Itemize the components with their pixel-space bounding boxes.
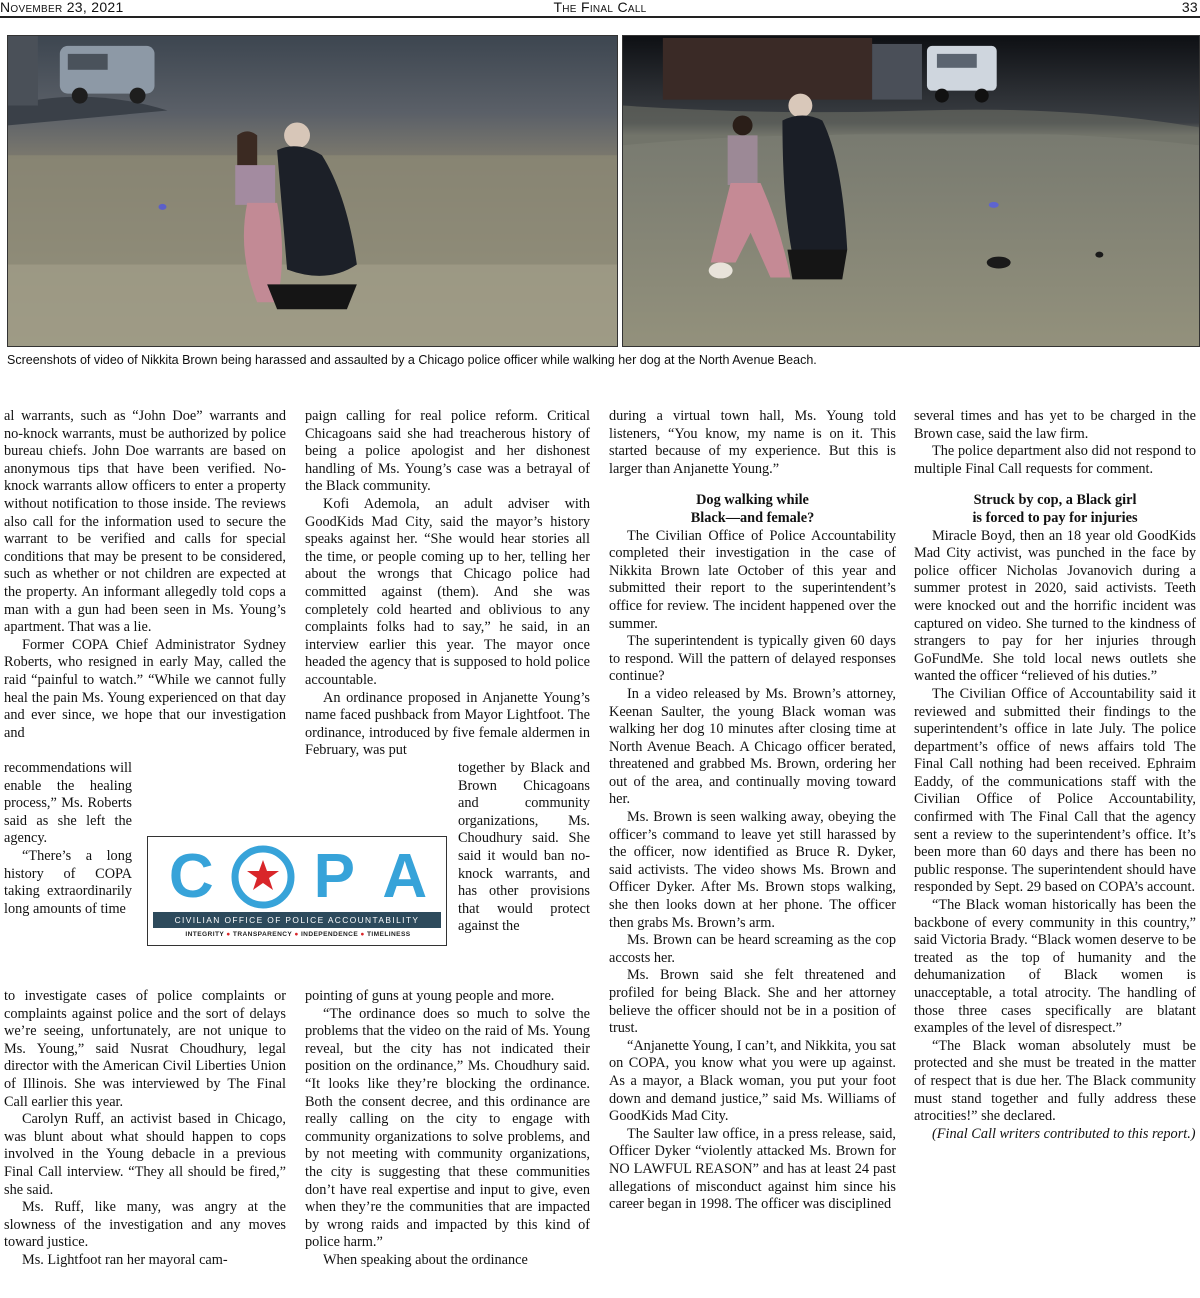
photo-right bbox=[622, 35, 1200, 347]
subhead-line: Black—and female? bbox=[690, 509, 815, 526]
subhead-line: Dog walking while bbox=[696, 492, 809, 509]
paragraph: “The Black woman historically has been the backbone of every community in this country,” said Victoria Brady. “Black women deserve to be treated as the top of humanity and the dehumanization of Black women is unacceptable, a total atrocity. The handling of those three cases specifically are blatant examples of the level of disrespect.” bbox=[914, 897, 1196, 1037]
paragraph: “Anjanette Young, I can’t, and Nikkita, you sat on COPA, you know what you were up against. As a mayor, a Black woman, you put your foot down and demand justice,” said Ms. Williams of GoodKids Mad City. bbox=[609, 1037, 896, 1125]
paragraph: The Saulter law office, in a press release, said, Officer Dyker “violently attacked Ms. Brown for NO LAWFUL REASON” and has at least 24 past allegations of misconduct against him since his career began in 1998. The officer was disciplined bbox=[609, 1125, 896, 1213]
paragraph: In a video released by Ms. Brown’s attorney, Keenan Saulter, the young Black woman was walking her dog 10 minutes after closing time at North Avenue Beach. A Chicago officer berated, threatened and grabbed Ms. Brown, ordering her out of the area, and continually moving toward her. bbox=[609, 685, 896, 808]
paragraph: The Civilian Office of Accountability said it reviewed and submitted their findings to the superintendent’s office in late July. The police department’s office of news affairs told The Final Call nothing had been received. Ephraim Eaddy, of the communications staff with the Civilian Office of Police Accountability, confirmed with The Final Call that the agency sent a review to the superintendent’s office. It’s been more than 60 days and there has been no public response. The superintendent should have responded by Sept. 29 based on COPA’s account. bbox=[914, 685, 1196, 896]
paragraph: The Civilian Office of Police Accountability completed their investigation in the case of Nikkita Brown late October of this year and submitted their report to the superintendent’s office for review. The incident happened over the summer. bbox=[609, 527, 896, 632]
tag-item: TIMELINESS bbox=[367, 931, 411, 938]
contributor-note: (Final Call writers contributed to this report.) bbox=[932, 1125, 1196, 1142]
copa-logo bbox=[147, 836, 447, 946]
masthead bbox=[0, 0, 1200, 18]
column-1-wrap bbox=[4, 760, 132, 918]
paragraph: several times and has yet to be charged in the Brown case, said the law firm. bbox=[914, 408, 1196, 442]
column-2-wrap: together by Black and Brown Chicagoans and community organizations, Ms. Choudhury said. She said it would ban no-knock warrants, and has other provisions that would protect against the bbox=[458, 760, 590, 935]
paragraph: Ms. Brown is seen walking away, obeying the officer’s command to leave yet still harassed by the officer, now identified as Bruce R. Dyker, said activists. The video shows Ms. Brown and Officer Dyker. After Ms. Brown stops walking, she then looks down at her phone. The officer then grabs Ms. Brown’s arm. bbox=[609, 809, 896, 931]
separator-dot-icon: ● bbox=[294, 931, 301, 938]
paragraph: Ms. Brown said she felt threatened and profiled for being Black. She and her attorney believe the officer should not be in a position of trust. bbox=[609, 967, 896, 1037]
logo-letter: C bbox=[168, 842, 214, 911]
paragraph: Carolyn Ruff, an activist based in Chicago, was blunt about what should happen to cops involved in the Young debacle in a previous Final Call interview. “They all should be fired,” she said. bbox=[4, 1111, 286, 1198]
photo-left bbox=[7, 35, 618, 347]
paragraph: “The ordinance does so much to solve the problems that the video on the raid of Ms. Young reveal, but the city has not indicated their position on the ordinance,” Ms. Choudhury said. “It looks like they’re blocking the ordinance. Both the consent decree, and this ordinance are really calling on the city to engage with community organizations to solve problems, and by not meeting with community organizations, the city is suggesting that these communities don’t have real expertise and input to give, even when they’re the communities that are impacted by wrong raids and impacted by this kind of police harm.” bbox=[305, 1005, 590, 1251]
photo-caption: Screenshots of video of Nikkita Brown being harassed and assaulted by a Chicago police officer while walking her dog at the North Avenue Beach. bbox=[7, 353, 817, 367]
paragraph: Ms. Ruff, like many, was angry at the slowness of the investigation and any moves toward justice. bbox=[4, 1199, 286, 1251]
paragraph: Former COPA Chief Administrator Sydney Roberts, who resigned in early May, called the raid “painful to watch.” “While we cannot fully heal the pain Ms. Young experienced on that day and ever since, we hope that our investigation and bbox=[4, 636, 286, 741]
paragraph: Kofi Ademola, an adult adviser with GoodKids Mad City, said the mayor’s history speaks against her. “She would hear stories all the time, or people coming up to her, telling her about the wrongs that Chicago police had committed against (them). And she was completely cold hearted and oblivious to any complaints folks had to say,” he said, in an interview earlier this year. The mayor once headed the agency that is supposed to hold police accountable. bbox=[305, 495, 590, 688]
paragraph: An ordinance proposed in Anjanette Young’s name faced pushback from Mayor Lightfoot. The ordinance, introduced by five female aldermen in February, was put bbox=[305, 689, 590, 759]
tag-item: INTEGRITY bbox=[185, 931, 225, 938]
column-2 bbox=[305, 408, 590, 760]
paragraph: Ms. Brown can be heard screaming as the cop accosts her. bbox=[609, 932, 896, 966]
paragraph: “There’s a long history of COPA taking extraordinarily long amounts of time bbox=[4, 847, 132, 917]
issue-date: November 23, 2021 bbox=[0, 0, 124, 15]
paragraph: Ms. Lightfoot ran her mayoral cam- bbox=[22, 1251, 228, 1268]
publication-title: The Final Call bbox=[553, 0, 647, 15]
logo-letter: P bbox=[313, 842, 355, 911]
logo-tagline bbox=[148, 931, 448, 938]
column-1 bbox=[4, 408, 286, 742]
tag-item: INDEPENDENCE bbox=[300, 931, 359, 938]
column-1-lower bbox=[4, 988, 286, 1270]
paragraph: “The Black woman absolutely must be protected and she must be treated in the matter of respect that is due her. The Black community must stand together and fully address these atrocities!” she declared. bbox=[914, 1037, 1196, 1125]
paragraph: to investigate cases of police complaints or complaints against police and the sort of delays we’re seeing, unfortunately, are not unique to Ms. Young,” said Nusrat Choudhury, legal director with the American Civil Liberties Union of Illinois. She was interviewed by The Final Call earlier this year. bbox=[4, 988, 286, 1110]
chicago-star-icon bbox=[231, 845, 295, 909]
paragraph: during a virtual town hall, Ms. Young told listeners, “You know, my name is on it. This started because of my experience. But this is larger than Anjanette Young.” bbox=[609, 408, 896, 477]
tag-item: TRANSPARENCY bbox=[232, 931, 293, 938]
paragraph: The police department also did not respond to multiple Final Call requests for comment. bbox=[914, 443, 1196, 477]
separator-dot-icon: ● bbox=[360, 931, 367, 938]
subhead-line: Struck by cop, a Black girl bbox=[973, 492, 1137, 509]
subhead-line: is forced to pay for injuries bbox=[972, 509, 1138, 526]
paragraph: The superintendent is typically given 60 days to respond. Will the pattern of delayed responses continue? bbox=[609, 633, 896, 685]
column-4 bbox=[914, 408, 1196, 1143]
paragraph: When speaking about the ordinance bbox=[323, 1251, 528, 1268]
logo-banner: CIVILIAN OFFICE OF POLICE ACCOUNTABILITY bbox=[153, 912, 441, 928]
separator-dot-icon: ● bbox=[226, 931, 233, 938]
paragraph: pointing of guns at young people and more. bbox=[305, 988, 555, 1004]
column-3 bbox=[609, 408, 896, 1214]
paragraph: al warrants, such as “John Doe” warrants and no-knock warrants, must be authorized by police bureau chiefs. John Doe warrants are based on anonymous tips that have been verified. No-knock warrants allow officers to enter a property without notification to those inside. The reviews also call for the information used to secure the warrant to be verified and calls for special conditions that may be present to be considered, such as whether or not children are expected at the property. An informant allegedly told cops a man with a gun had been seen in Ms. Young’s apartment. That was a lie. bbox=[4, 408, 286, 636]
column-2-lower bbox=[305, 988, 590, 1270]
paragraph: paign calling for real police reform. Critical Chicagoans said she had treacherous history of being a police apologist and her dishonest handling of Ms. Young’s case was a betrayal of the Black community. bbox=[305, 408, 590, 495]
page-number: 33 bbox=[1181, 0, 1198, 15]
paragraph: Miracle Boyd, then an 18 year old GoodKids Mad City activist, was punched in the face by police officer Nicholas Jovanovich during a summer protest in 2020, said activists. Teeth were knocked out and the horrific incident was captured on video. She turned to the kindness of strangers to pay for her injuries through GoFundMe. She told local news outlets she wanted the officer “relieved of his duties.” bbox=[914, 527, 1196, 685]
logo-letter: A bbox=[382, 842, 428, 911]
paragraph: recommendations will enable the healing process,” Ms. Roberts said as she left the agency. bbox=[4, 760, 132, 847]
